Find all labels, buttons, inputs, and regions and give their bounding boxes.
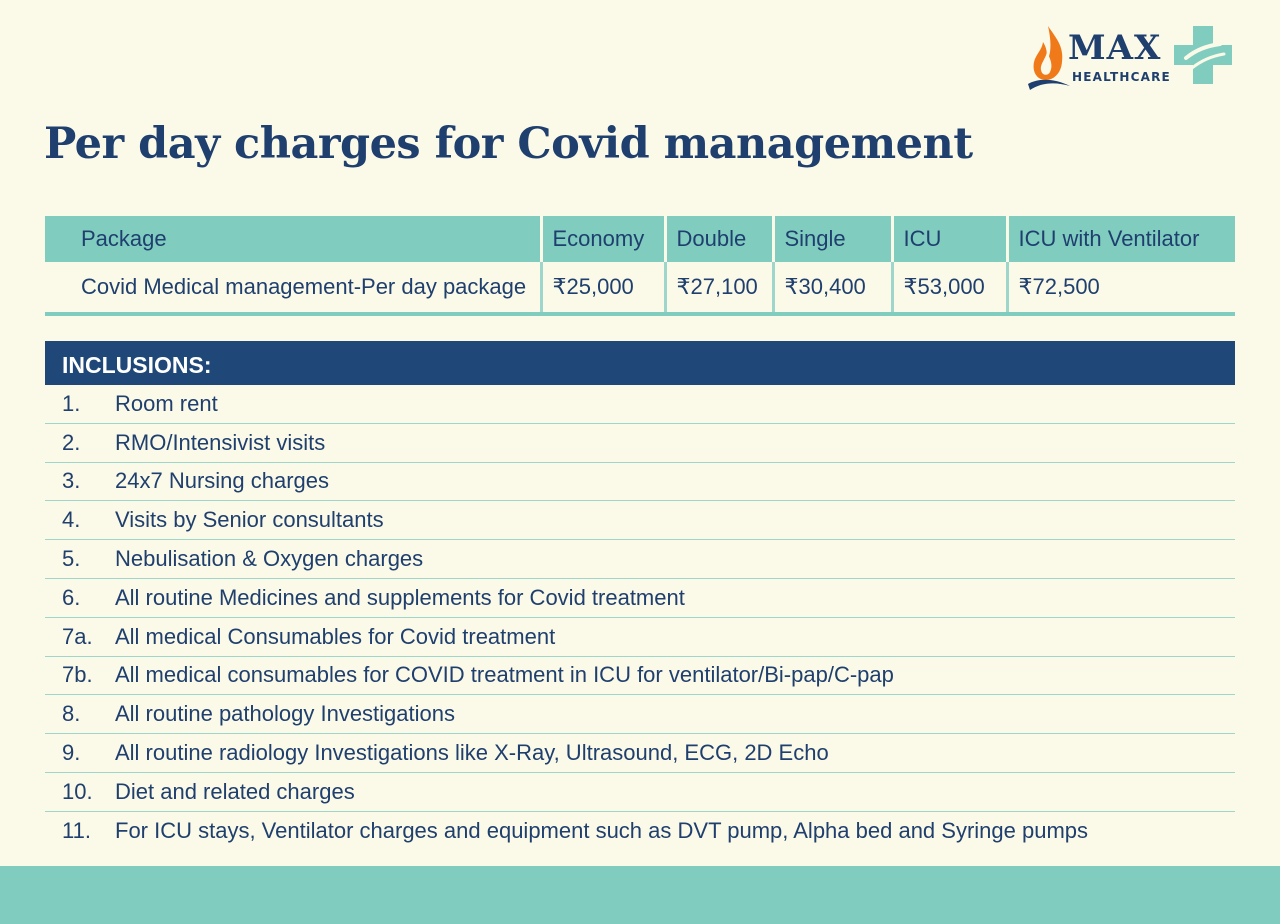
item-text: Diet and related charges — [115, 778, 355, 804]
cell-icu-price: ₹53,000 — [892, 262, 1007, 314]
cell-icu-ventilator-price: ₹72,500 — [1007, 262, 1235, 314]
cell-single-price: ₹30,400 — [773, 262, 892, 314]
item-text: All medical consumables for COVID treatment in ICU for ventilator/Bi-pap/C-pap — [115, 662, 894, 688]
item-number: 5. — [62, 546, 81, 572]
table-row — [45, 262, 1235, 314]
list-item — [45, 695, 1235, 734]
brand-name: MAX — [1068, 28, 1162, 68]
inclusions-list — [45, 385, 1235, 851]
cell-economy-price: ₹25,000 — [541, 262, 665, 314]
inclusions-section — [45, 341, 1235, 851]
inclusions-heading: INCLUSIONS: — [45, 341, 1235, 385]
footer-band — [0, 866, 1280, 924]
item-number: 4. — [62, 507, 81, 533]
item-number: 7a. — [62, 623, 93, 649]
item-text: 24x7 Nursing charges — [115, 468, 330, 494]
header-package: Package — [45, 216, 541, 262]
flame-icon — [1026, 22, 1072, 96]
item-number: 2. — [62, 429, 81, 455]
list-item — [45, 657, 1235, 696]
item-number: 10. — [62, 778, 93, 804]
list-item — [45, 773, 1235, 812]
item-number: 6. — [62, 584, 81, 610]
list-item — [45, 734, 1235, 773]
item-number: 1. — [62, 390, 81, 416]
table-header-row — [45, 216, 1235, 262]
list-item — [45, 812, 1235, 851]
price-table — [45, 216, 1235, 316]
max-healthcare-logo — [1026, 22, 1240, 96]
item-number: 11. — [62, 818, 91, 844]
header-single: Single — [773, 216, 892, 262]
list-item — [45, 579, 1235, 618]
item-text: Visits by Senior consultants — [115, 507, 384, 533]
item-text: RMO/Intensivist visits — [115, 429, 326, 455]
item-text: All medical Consumables for Covid treatment — [115, 623, 556, 649]
list-item — [45, 501, 1235, 540]
cell-package: Covid Medical management-Per day package — [45, 262, 541, 314]
header-double: Double — [665, 216, 773, 262]
list-item — [45, 463, 1235, 502]
item-text: All routine Medicines and supplements for Covid treatment — [115, 584, 685, 610]
item-text: All routine pathology Investigations — [115, 701, 455, 727]
header-economy: Economy — [541, 216, 665, 262]
item-number: 9. — [62, 740, 81, 766]
header-icu: ICU — [892, 216, 1007, 262]
brand-subtitle: HEALTHCARE — [1072, 70, 1171, 84]
page-title: Per day charges for Covid management — [44, 119, 973, 169]
medical-cross-icon — [1172, 24, 1234, 86]
cell-double-price: ₹27,100 — [665, 262, 773, 314]
list-item — [45, 540, 1235, 579]
list-item — [45, 618, 1235, 657]
list-item — [45, 385, 1235, 424]
item-text: Room rent — [115, 390, 218, 416]
item-text: For ICU stays, Ventilator charges and equipment such as DVT pump, Alpha bed and Syringe pumps — [115, 818, 1089, 844]
item-text: Nebulisation & Oxygen charges — [115, 546, 424, 572]
header-icu-ventilator: ICU with Ventilator — [1007, 216, 1235, 262]
item-number: 8. — [62, 701, 81, 727]
item-number: 3. — [62, 468, 81, 494]
item-text: All routine radiology Investigations like X-Ray, Ultrasound, ECG, 2D Echo — [115, 740, 829, 766]
item-number: 7b. — [62, 662, 93, 688]
list-item — [45, 424, 1235, 463]
